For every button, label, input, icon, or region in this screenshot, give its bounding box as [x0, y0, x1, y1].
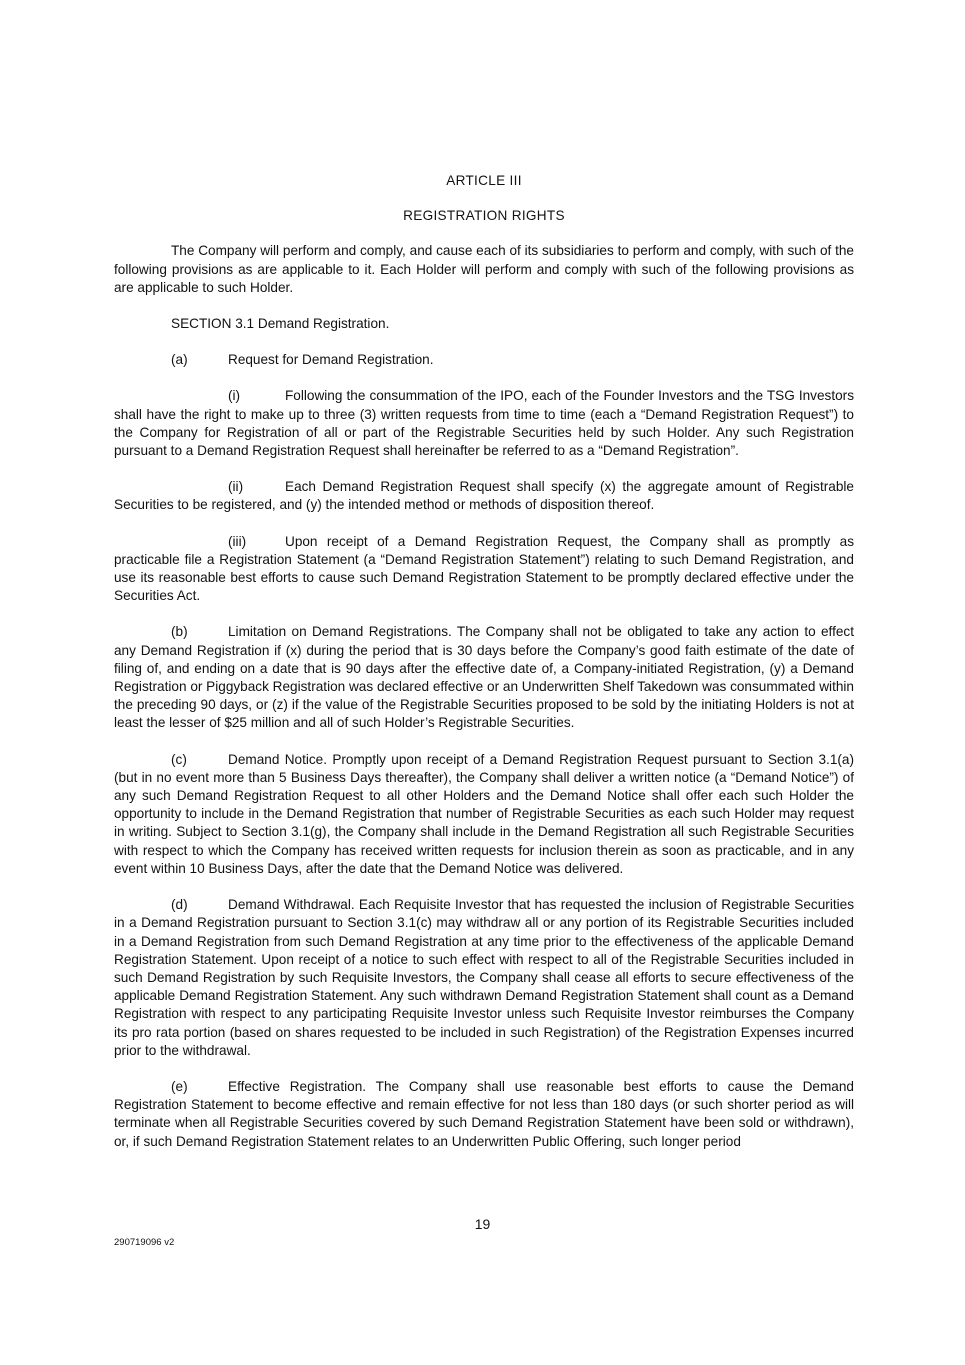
- subsection-e: [114, 1078, 854, 1151]
- subsection-label: (b): [171, 624, 188, 640]
- intro-paragraph: The Company will perform and comply, and cause each of its subsidiaries to perform and comply, with such of the following provisions as are applicable to it. Each Holder will perform and comply with such of the following provisions as are applicable to such Holder.: [114, 243, 854, 295]
- list-item: [114, 387, 854, 460]
- subsection-c: [114, 751, 854, 878]
- item-text: Upon receipt of a Demand Registration Request, the Company shall as promptly as practicable file a Registration Statement (a “Demand Registration Statement”) relating to such Demand Registration, and use its reasonable best efforts to cause such Demand Registration Statement to be promptly declared effective under the Securities Act.: [114, 533, 854, 604]
- subsection-text: Limitation on Demand Registrations. The Company shall not be obligated to take any action to effect any Demand Registration if (x) during the period that is 30 days before the Company’s good faith estimate of the date of filing of, and ending on a date that is 90 days after the effective date of, a Company-initiated Registration, (y) a Demand Registration or Piggyback Registration was declared effective or an Underwritten Shelf Takedown was consummated within the preceding 90 days, or (z) if the value of the Registrable Securities proposed to be sold by the initiating Holders is not at least the lesser of $25 million and all of such Holder’s Registrable Securities.: [114, 624, 854, 731]
- document-page: [114, 172, 854, 1169]
- subsection-title: Request for Demand Registration.: [228, 352, 434, 368]
- subsection-b: [114, 623, 854, 732]
- item-label: (iii): [228, 533, 247, 549]
- list-item: [114, 533, 854, 606]
- item-label: (i): [228, 388, 241, 404]
- page-number: 19: [474, 1216, 491, 1232]
- article-title: ARTICLE III: [446, 173, 522, 188]
- subsection-text: Effective Registration. The Company shall use reasonable best efforts to cause the Demand Registration Statement to become effective and remain effective for not less than 180 days (or such shorter period as will terminate when all Registrable Securities covered by such Demand Registration Statement have been sold or withdrawn), or, if such Demand Registration Statement relates to an Underwritten Public Offering, such longer period: [114, 1078, 854, 1149]
- item-label: (ii): [228, 479, 244, 495]
- list-item: [114, 478, 854, 514]
- section-heading: SECTION 3.1 Demand Registration.: [171, 316, 390, 332]
- subsection-label: (e): [171, 1078, 188, 1094]
- article-subtitle: REGISTRATION RIGHTS: [403, 208, 565, 224]
- subsection-label: (d): [171, 897, 188, 913]
- subsection-label: (c): [171, 751, 187, 767]
- subsection-a-heading: [114, 351, 854, 369]
- subsection-text: Demand Withdrawal. Each Requisite Investor that has requested the inclusion of Registrable Securities in a Demand Registration pursuant to Section 3.1(c) may withdraw all or any portion of its Registrable Securities included in a Demand Registration from such Demand Registration at any time prior to the effectiveness of the applicable Demand Registration Statement. Upon receipt of a notice to such effect with respect to all of the Registrable Securities included in such Demand Registration by such Requisite Investors, the Company shall cease all efforts to secure effectiveness of the applicable Demand Registration Statement. Any such withdrawn Demand Registration Statement shall count as a Demand Registration with respect to any participating Requisite Investor unless such Requisite Investor reimburses the Company its pro rata portion (based on shares requested to be included in such Registration) of the Registration Expenses incurred prior to the withdrawal.: [114, 897, 854, 1058]
- subsection-d: [114, 896, 854, 1060]
- subsection-text: Demand Notice. Promptly upon receipt of a Demand Registration Request pursuant to Section 3.1(a) (but in no event more than 5 Business Days thereafter), the Company shall deliver a written notice (a “Demand Notice”) of any such Demand Registration Request to all other Holders and the Demand Notice shall offer each such Holder the opportunity to include in the Demand Registration that number of Registrable Securities as each such Holder may request in writing. Subject to Section 3.1(g), the Company shall include in the Demand Registration all such Registrable Securities with respect to which the Company has received written requests for inclusion therein as soon as practicable, and in any event within 10 Business Days, after the date that the Demand Notice was delivered.: [114, 751, 854, 876]
- document-id: 290719096 v2: [114, 1237, 175, 1248]
- item-text: Each Demand Registration Request shall specify (x) the aggregate amount of Registrable Securities to be registered, and (y) the intended method or methods of disposition thereof.: [114, 479, 854, 513]
- subsection-label: (a): [171, 352, 188, 368]
- item-text: Following the consummation of the IPO, each of the Founder Investors and the TSG Investors shall have the right to make up to three (3) written requests from time to time (each a “Demand Registration Request”) to the Company for Registration of all or part of the Registrable Securities held by such Holder. Any such Registration pursuant to a Demand Registration Request shall hereinafter be referred to as a “Demand Registration”.: [114, 388, 854, 459]
